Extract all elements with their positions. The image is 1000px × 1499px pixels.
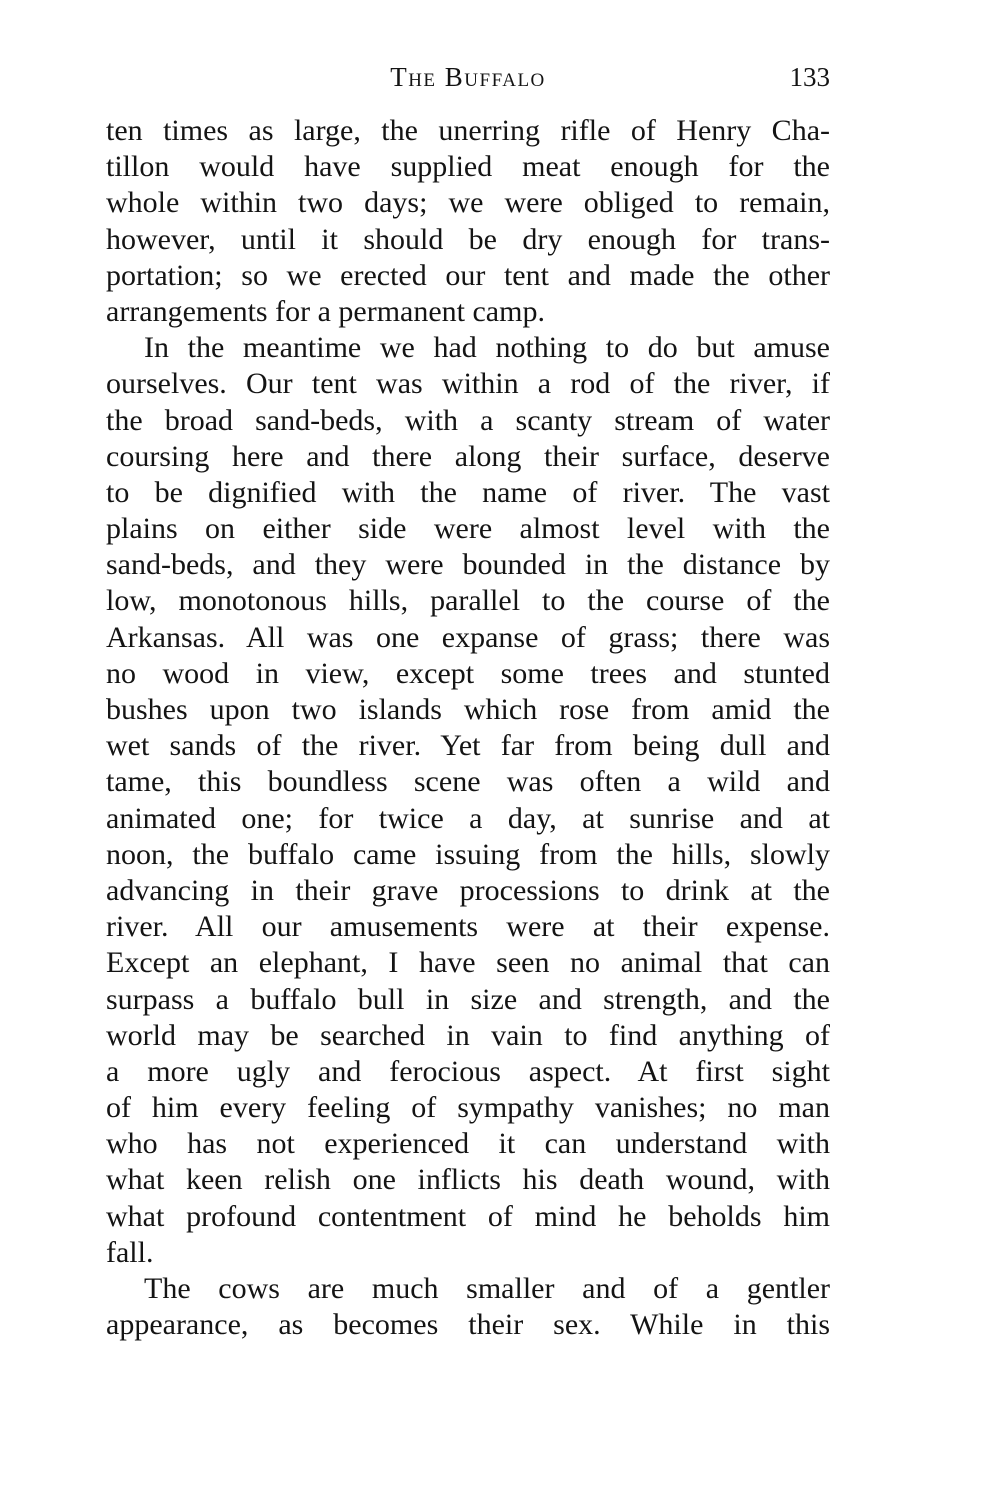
text-line: portation; so we erected our tent and made the other xyxy=(106,258,830,292)
text-line: ten times as large, the unerring rifle of Henry Cha- xyxy=(106,114,830,147)
text-line: wet sands of the river. Yet far from being dull and xyxy=(106,729,830,763)
text-line: Arkansas. All was one expanse of grass; there was xyxy=(106,620,830,654)
text-line: advancing in their grave processions to drink at the xyxy=(106,873,830,907)
text-line: of him every feeling of sympathy vanishes; no man xyxy=(106,1091,830,1125)
text-line: a more ugly and ferocious aspect. At first sight xyxy=(106,1054,830,1088)
text-line: plains on either side were almost level with the xyxy=(106,512,830,546)
running-head xyxy=(106,62,830,98)
text-line: river. All our amusements were at their expense. xyxy=(106,910,830,944)
text-line: Except an elephant, I have seen no animal that can xyxy=(106,946,830,980)
text-line: appearance, as becomes their sex. While in this xyxy=(106,1308,830,1342)
text-line: arrangements for a permanent camp. xyxy=(106,294,545,328)
text-line: however, until it should be dry enough for trans- xyxy=(106,222,830,256)
text-line: ourselves. Our tent was within a rod of the river, if xyxy=(106,367,830,401)
text-line: world may be searched in vain to find anything of xyxy=(106,1018,830,1052)
text-line: The cows are much smaller and of a gentler xyxy=(144,1272,830,1305)
text-line: animated one; for twice a day, at sunrise and at xyxy=(106,801,830,835)
text-line: who has not experienced it can understand with xyxy=(106,1127,830,1161)
text-line: bushes upon two islands which rose from amid the xyxy=(106,693,830,726)
text-line: noon, the buffalo came issuing from the hills, slowly xyxy=(106,837,830,871)
text-line: surpass a buffalo bull in size and strength, and the xyxy=(106,982,830,1016)
body-text xyxy=(106,113,830,1343)
text-line: In the meantime we had nothing to do but amuse xyxy=(144,331,830,365)
text-line: to be dignified with the name of river. The vast xyxy=(106,475,830,509)
text-line: tillon would have supplied meat enough for the xyxy=(106,150,830,184)
text-line: what profound contentment of mind he beholds him xyxy=(106,1199,830,1233)
text-line: what keen relish one inflicts his death wound, with xyxy=(106,1163,830,1197)
text-line: whole within two days; we were obliged to remain, xyxy=(106,186,830,220)
text-line: low, monotonous hills, parallel to the course of the xyxy=(106,584,830,618)
text-line: sand-beds, and they were bounded in the distance by xyxy=(106,548,830,582)
text-line: the broad sand-beds, with a scanty stream of water xyxy=(106,403,830,437)
text-line: fall. xyxy=(106,1235,154,1269)
chapter-title: The Buffalo xyxy=(390,62,546,92)
text-line: no wood in view, except some trees and stunted xyxy=(106,656,830,690)
page-number: 133 xyxy=(789,62,830,92)
text-line: coursing here and there along their surface, deserve xyxy=(106,439,830,473)
text-line: tame, this boundless scene was often a wild and xyxy=(106,765,830,799)
